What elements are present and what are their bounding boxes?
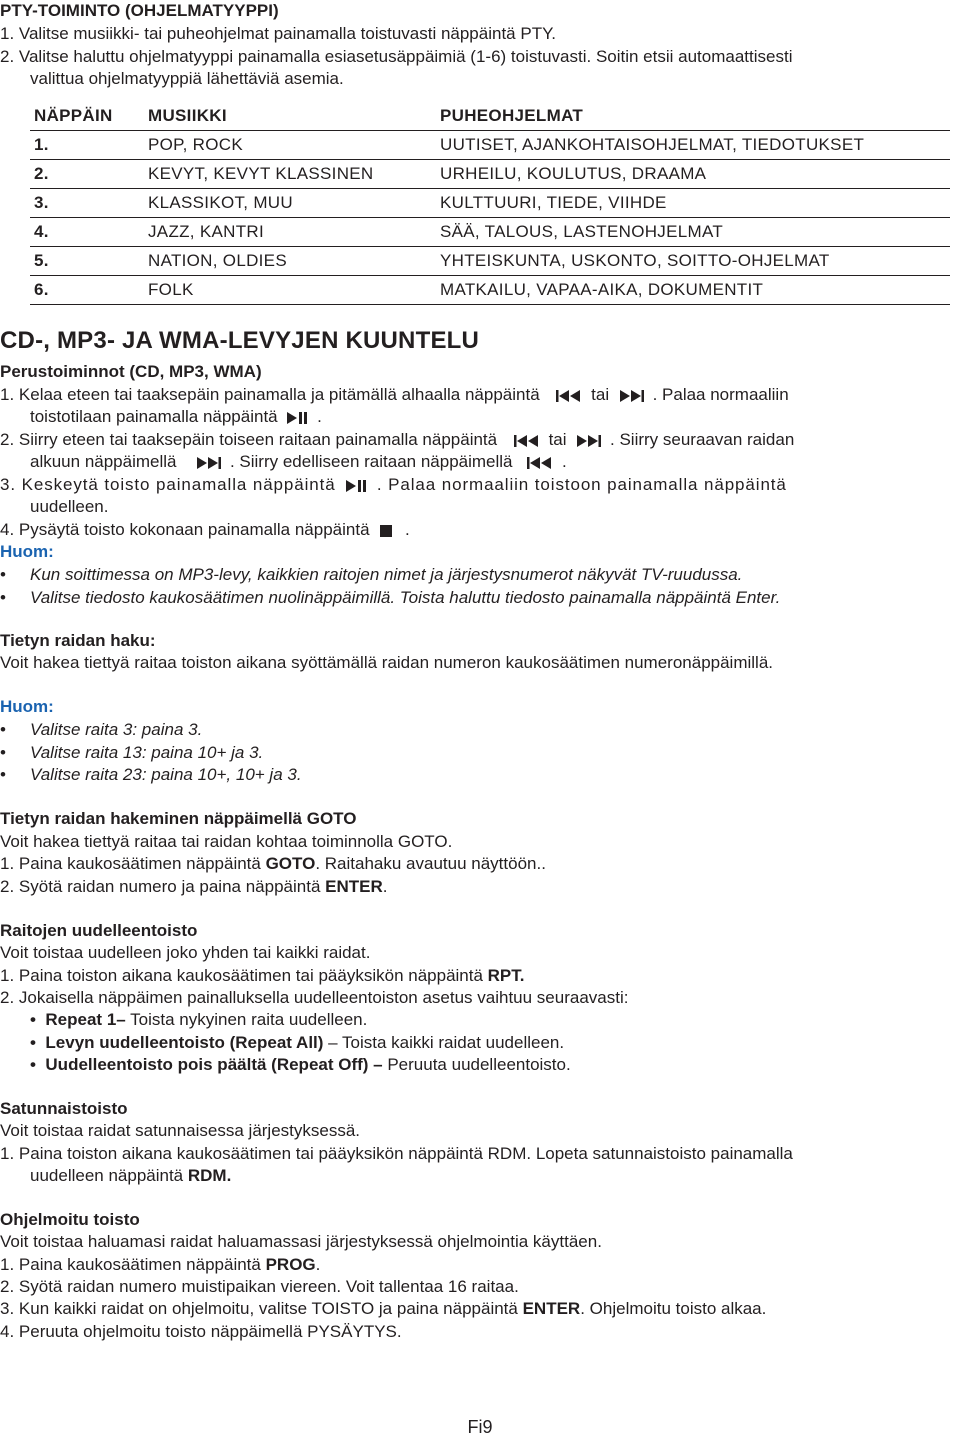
- search-title: Tietyn raidan haku:: [0, 631, 156, 650]
- cd-step-2-text-3: alkuun näppäimellä: [30, 452, 177, 471]
- skip-forward-icon: [618, 389, 644, 403]
- skip-back-icon: [556, 389, 582, 403]
- goto-step-2-text: 2. Syötä raidan numero ja paina näppäintä: [0, 877, 326, 896]
- cd-step-1-text: 1. Kelaa eteen tai taaksepäin painamalla ja pitämällä alhaalla näppäintä: [0, 385, 540, 404]
- cd-step-3: [0, 474, 787, 496]
- prog-key: PROG: [265, 1255, 316, 1274]
- cd-step-2-end: .: [561, 452, 567, 471]
- table-row: [30, 218, 950, 247]
- cd-step-4-end: .: [405, 520, 410, 539]
- cd-note-2: Valitse tiedosto kaukosäätimen nuolinäppäimillä. Toista haluttu tiedosto painamalla näppäintä Enter.: [30, 588, 781, 607]
- skip-back-icon: [527, 456, 553, 470]
- row-speech: KULTTUURI, TIEDE, VIIHDE: [440, 193, 667, 212]
- search-note-bullet-1: [0, 719, 203, 741]
- repeat-option-2-label: Levyn uudelleentoisto (Repeat All): [45, 1033, 324, 1052]
- search-note-label: Huom:: [0, 697, 54, 716]
- table-row: [30, 189, 950, 218]
- row-key: 2.: [34, 164, 49, 183]
- cd-subtitle: Perustoiminnot (CD, MP3, WMA): [0, 362, 262, 381]
- row-music: FOLK: [148, 280, 194, 299]
- goto-text: Voit hakea tiettyä raitaa tai raidan kohtaa toiminnolla GOTO.: [0, 832, 453, 851]
- play-pause-icon: [345, 479, 367, 493]
- cd-step-2-or: tai: [548, 430, 567, 449]
- row-key: 3.: [34, 193, 49, 212]
- repeat-option-1-label: Repeat 1–: [45, 1010, 126, 1029]
- pty-table: [30, 102, 950, 305]
- goto-step-1-end: . Raitahaku avautuu näyttöön..: [315, 854, 546, 873]
- program-step-3: [0, 1298, 766, 1320]
- page-number: Fi9: [467, 1417, 493, 1437]
- cd-step-1-or: tai: [591, 385, 610, 404]
- pty-step-2: 2. Valitse haluttu ohjelmatyyppi painamalla esiasetusäppäimiä (1-6) toistuvasti. Soitin etsii automaattisesti: [0, 47, 793, 66]
- cd-title: CD-, MP3- JA WMA-LEVYJEN KUUNTELU: [0, 327, 480, 354]
- cd-step-3-cont: uudelleen.: [30, 497, 109, 516]
- cd-step-2: [0, 429, 794, 451]
- repeat-step-1-text: 1. Paina toiston aikana kaukosäätimen tai pääyksikön näppäintä: [0, 966, 488, 985]
- table-row: [30, 160, 950, 189]
- cd-step-1: [0, 384, 789, 406]
- repeat-text: Voit toistaa uudelleen joko yhden tai kaikki raidat.: [0, 943, 371, 962]
- repeat-option-2: [30, 1032, 564, 1054]
- repeat-option-1: [30, 1009, 367, 1031]
- header-music: MUSIIKKI: [148, 106, 227, 125]
- row-speech: UUTISET, AJANKOHTAISOHJELMAT, TIEDOTUKSET: [440, 135, 865, 154]
- bullet-icon: •: [0, 765, 6, 784]
- program-step-3-text: 3. Kun kaikki raidat on ohjelmoitu, valitse TOISTO ja paina näppäintä: [0, 1299, 523, 1318]
- cd-step-1-end: .: [317, 407, 322, 426]
- cd-step-2-cont: [30, 451, 567, 473]
- row-speech: URHEILU, KOULUTUS, DRAAMA: [440, 164, 707, 183]
- row-key: 6.: [34, 280, 49, 299]
- search-note-1: Valitse raita 3: paina 3.: [30, 720, 203, 739]
- repeat-option-3: [30, 1054, 571, 1076]
- program-step-2: 2. Syötä raidan numero muistipaikan viereen. Voit tallentaa 16 raitaa.: [0, 1277, 519, 1296]
- cd-step-4: [0, 519, 410, 541]
- goto-title: Tietyn raidan hakeminen näppäimellä GOTO: [0, 809, 357, 828]
- repeat-step-1: [0, 965, 525, 987]
- bullet-icon: •: [0, 588, 6, 607]
- row-music: POP, ROCK: [148, 135, 243, 154]
- random-step-1: 1. Paina toiston aikana kaukosäätimen tai pääyksikön näppäintä RDM. Lopeta satunnaistoisto painamalla: [0, 1144, 793, 1163]
- cd-step-1-text-2: . Palaa normaaliin: [652, 385, 789, 404]
- search-note-bullet-2: [0, 742, 264, 764]
- enter-key: ENTER: [522, 1299, 581, 1318]
- repeat-option-2-text: – Toista kaikki raidat uudelleen.: [323, 1033, 565, 1052]
- search-note-bullet-3: [0, 764, 302, 786]
- row-music: JAZZ, KANTRI: [148, 222, 264, 241]
- pty-title: PTY-TOIMINTO (OHJELMATYYPPI): [0, 1, 279, 20]
- repeat-option-1-text: Toista nykyinen raita uudelleen.: [125, 1010, 368, 1029]
- goto-step-2: [0, 876, 387, 898]
- search-text: Voit hakea tiettyä raitaa toiston aikana syöttämällä raidan numeron kaukosäätimen numeronäppäimillä.: [0, 653, 774, 672]
- program-title: Ohjelmoitu toisto: [0, 1210, 140, 1229]
- goto-key: GOTO: [265, 854, 316, 873]
- random-step-1-text: uudelleen näppäintä: [30, 1166, 188, 1185]
- cd-step-2-text: 2. Siirry eteen tai taaksepäin toiseen raitaan painamalla näppäintä: [0, 430, 498, 449]
- bullet-icon: •: [30, 1033, 46, 1052]
- bullet-icon: •: [30, 1010, 46, 1029]
- pty-step-2-cont: valittua ohjelmatyyppiä lähettäviä asemia.: [30, 69, 344, 88]
- search-note-3: Valitse raita 23: paina 10+, 10+ ja 3.: [30, 765, 302, 784]
- stop-icon: [380, 525, 392, 537]
- row-key: 4.: [34, 222, 49, 241]
- cd-step-2-text-2: . Siirry seuraavan raidan: [610, 430, 795, 449]
- cd-step-3-text: 3. Keskeytä toisto painamalla näppäintä: [0, 475, 336, 494]
- header-speech: PUHEOHJELMAT: [440, 106, 584, 125]
- row-music: NATION, OLDIES: [148, 251, 287, 270]
- skip-forward-icon: [195, 456, 221, 470]
- row-key: 5.: [34, 251, 49, 270]
- enter-key: ENTER: [325, 877, 383, 896]
- random-step-1-cont: [30, 1165, 231, 1187]
- table-row: [30, 247, 950, 276]
- bullet-icon: •: [30, 1055, 46, 1074]
- skip-back-icon: [514, 434, 540, 448]
- goto-step-2-end: .: [382, 877, 388, 896]
- program-step-1-text: 1. Paina kaukosäätimen näppäintä: [0, 1255, 266, 1274]
- row-music: KLASSIKOT, MUU: [148, 193, 293, 212]
- cd-step-3-text-2: . Palaa normaaliin toistoon painamalla näppäintä: [376, 475, 787, 494]
- table-header-row: [30, 102, 950, 131]
- rdm-key: RDM.: [187, 1166, 232, 1185]
- random-title: Satunnaistoisto: [0, 1099, 128, 1118]
- row-speech: MATKAILU, VAPAA-AIKA, DOKUMENTIT: [440, 280, 764, 299]
- table-row: [30, 276, 950, 305]
- repeat-title: Raitojen uudelleentoisto: [0, 921, 198, 940]
- cd-step-4-text: 4. Pysäytä toisto kokonaan painamalla näppäintä: [0, 520, 370, 539]
- cd-note-bullet-2: [0, 587, 781, 609]
- program-step-1: [0, 1254, 320, 1276]
- cd-note-bullet-1: [0, 564, 743, 586]
- random-text: Voit toistaa raidat satunnaisessa järjestyksessä.: [0, 1121, 361, 1140]
- goto-step-1-text: 1. Paina kaukosäätimen näppäintä: [0, 854, 266, 873]
- program-step-4: 4. Peruuta ohjelmoitu toisto näppäimellä PYSÄYTYS.: [0, 1322, 402, 1341]
- repeat-step-2: 2. Jokaisella näppäimen painalluksella uudelleentoiston asetus vaihtuu seuraavasti:: [0, 988, 629, 1007]
- row-speech: SÄÄ, TALOUS, LASTENOHJELMAT: [440, 222, 724, 241]
- repeat-option-3-label: Uudelleentoisto pois päältä (Repeat Off) –: [45, 1055, 383, 1074]
- program-step-3-end: . Ohjelmoitu toisto alkaa.: [580, 1299, 767, 1318]
- program-step-1-end: .: [315, 1255, 321, 1274]
- header-key: NÄPPÄIN: [34, 106, 113, 125]
- table-row: [30, 131, 950, 160]
- rpt-key: RPT.: [487, 966, 525, 985]
- program-text: Voit toistaa haluamasi raidat haluamassasi järjestyksessä ohjelmointia käyttäen.: [0, 1232, 602, 1251]
- bullet-icon: •: [0, 743, 6, 762]
- play-pause-icon: [286, 411, 308, 425]
- bullet-icon: •: [0, 720, 6, 739]
- pty-step-1: 1. Valitse musiikki- tai puheohjelmat painamalla toistuvasti näppäintä PTY.: [0, 24, 556, 43]
- repeat-option-3-text: Peruuta uudelleentoisto.: [382, 1055, 571, 1074]
- row-speech: YHTEISKUNTA, USKONTO, SOITTO-OHJELMAT: [440, 251, 830, 270]
- search-note-2: Valitse raita 13: paina 10+ ja 3.: [30, 743, 264, 762]
- goto-step-1: [0, 853, 546, 875]
- row-music: KEVYT, KEVYT KLASSINEN: [148, 164, 374, 183]
- row-key: 1.: [34, 135, 49, 154]
- cd-step-1-cont: [30, 406, 322, 428]
- cd-step-1-text-3: toistotilaan painamalla näppäintä: [30, 407, 278, 426]
- cd-note-label: Huom:: [0, 542, 54, 561]
- cd-step-2-text-4: . Siirry edelliseen raitaan näppäimellä: [229, 452, 513, 471]
- bullet-icon: •: [0, 565, 6, 584]
- skip-forward-icon: [575, 434, 601, 448]
- cd-note-1: Kun soittimessa on MP3-levy, kaikkien raitojen nimet ja järjestysnumerot näkyvät TV-ruudussa.: [30, 565, 743, 584]
